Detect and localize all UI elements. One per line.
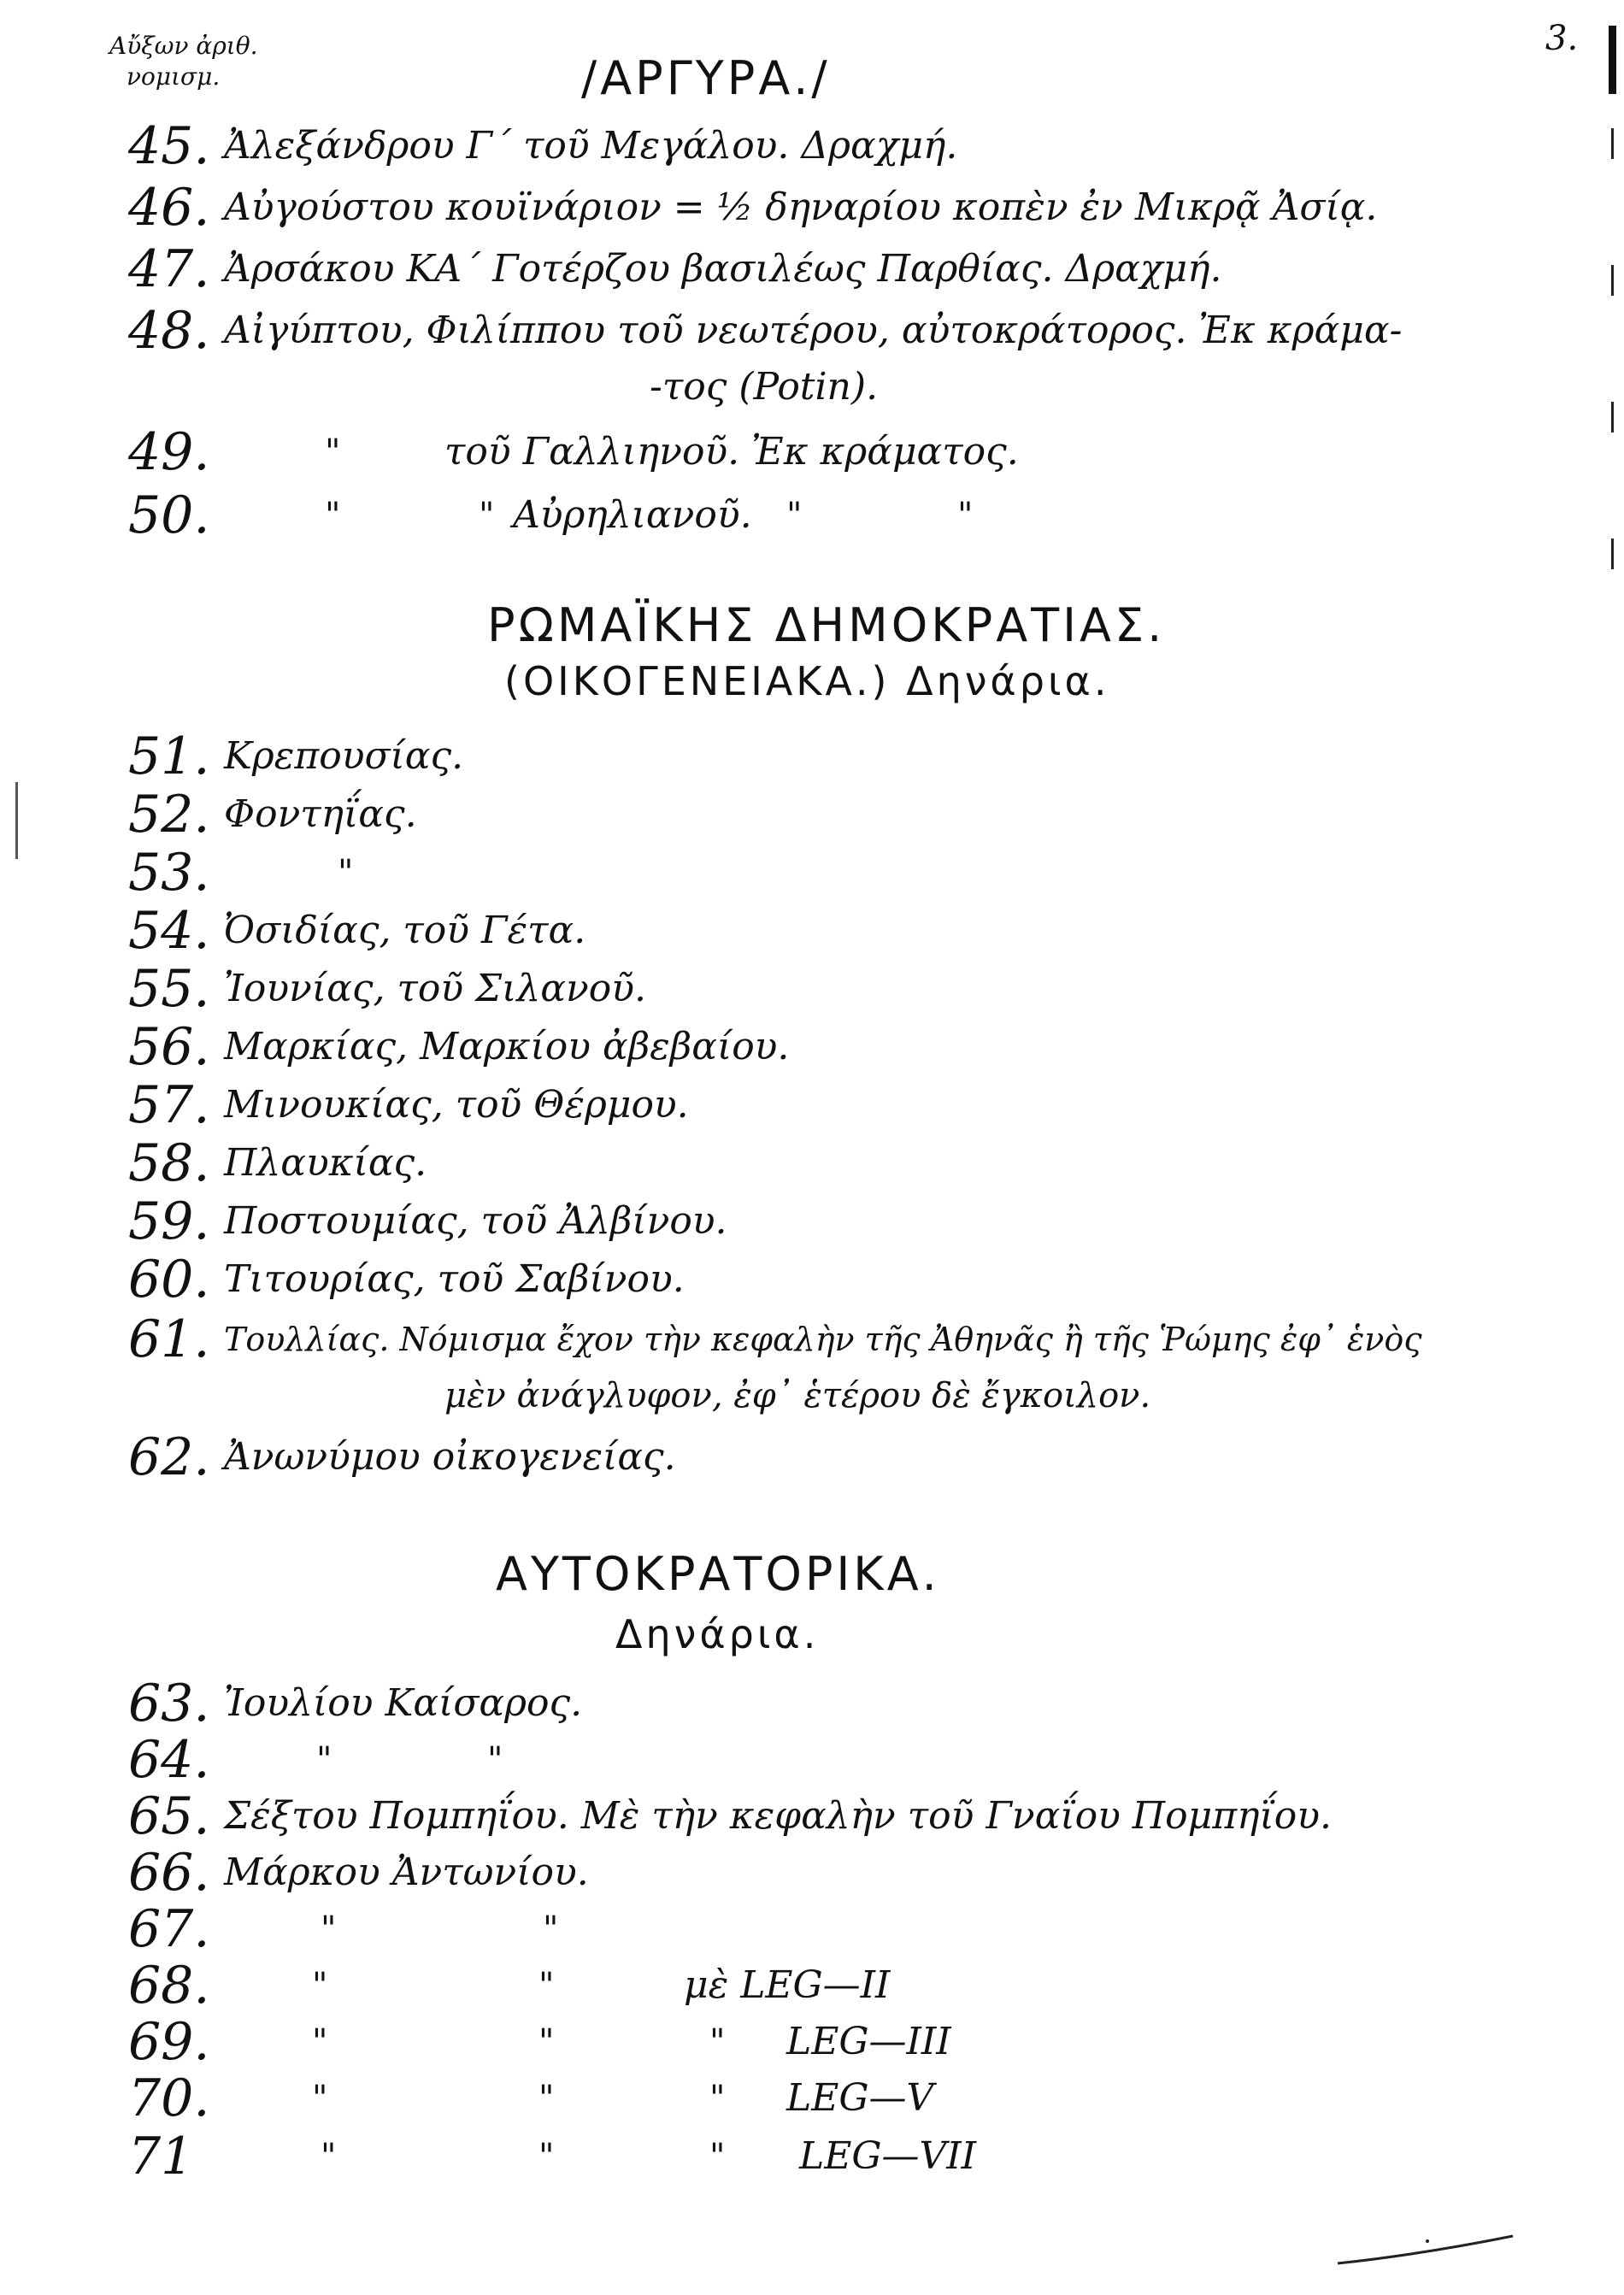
entry-text: Αὐγούστου κουϊνάριον = ½ δηναρίου κοπὲν ἐν Μικρᾷ Ἀσίᾳ. [224,185,1378,229]
page-edge-bar [1609,26,1616,94]
entry-text: Ἀρσάκου ΚΑ΄ Γοτέρζου βασιλέως Παρθίας. Δραχμή. [224,247,1222,291]
entry-number: 56. [128,1017,210,1077]
entry-row-51 [0,728,1624,785]
entry-row-68 [0,1957,1624,2014]
entry-text: μὲ LEG—II [684,1963,891,2007]
entry-row-63 [0,1675,1624,1732]
entry-number: 48. [128,301,210,361]
entry-text: Μινουκίας, τοῦ Θέρμου. [224,1083,689,1127]
ditto-mark: " [312,2022,328,2062]
entry-row-55 [0,961,1624,1017]
section-subtitle-imperial: Δηνάρια. [615,1611,820,1657]
entry-text: Ὀσιδίας, τοῦ Γέτα. [224,909,586,952]
ditto-mark: " [957,496,974,535]
entry-row-46 [0,179,1624,236]
entry-row-67 [0,1901,1624,1957]
column-header-line2: νομισμ. [127,62,221,91]
entry-text: Ἀνωνύμου οἰκογενείας. [224,1435,676,1479]
ditto-mark: " [709,2022,726,2062]
entry-number: 65. [128,1786,210,1846]
entry-text: Μάρκου Ἀντωνίου. [224,1851,589,1894]
entry-text: LEG—VII [799,2134,977,2178]
entry-text: LEG—V [786,2076,934,2120]
entry-row-49 [0,424,1624,480]
entry-row-48 [0,303,1624,359]
pen-stroke-mark [1333,2229,1521,2280]
entry-number: 71 [128,2127,194,2186]
entry-row-70 [0,2070,1624,2127]
ditto-mark: " [312,1966,328,2005]
entry-number: 52. [128,785,210,844]
entry-number: 62. [128,1427,210,1487]
entry-text: Ἰουνίας, τοῦ Σιλανοῦ. [224,967,646,1010]
ditto-mark: " [479,496,495,535]
entry-number: 54. [128,901,210,961]
entry-text: Αὐρηλιανοῦ. [513,493,752,537]
entry-text: Σέξτου Πομπηΐου. Μὲ τὴν κεφαλὴν τοῦ Γναΐου Πομπηΐου. [224,1794,1333,1838]
entry-row-47 [0,241,1624,297]
entry-continuation: μὲν ἀνάγλυφον, ἐφ᾽ ἑτέρου δὲ ἔγκοιλον. [444,1376,1151,1415]
entry-row-57 [0,1077,1624,1133]
section-title-roman-republic: ΡΩΜΑΪΚΗΣ ΔΗΜΟΚΡΑΤΙΑΣ. [487,598,1166,652]
entry-number: 55. [128,959,210,1019]
entry-number: 67. [128,1899,210,1959]
entry-number: 57. [128,1075,210,1135]
entry-number: 68. [128,1956,210,2015]
entry-number: 50. [128,485,210,545]
entry-number: 45. [128,116,210,176]
entry-number: 61. [128,1309,210,1369]
column-header-line1: Αὔξων ἀριθ. [109,32,258,60]
entry-number: 70. [128,2068,210,2128]
entry-row-56 [0,1019,1624,1075]
entry-continuation: -τος (Potin). [650,365,879,409]
entry-row-54 [0,903,1624,959]
entry-number: 49. [128,422,210,482]
entry-row-71 [0,2128,1624,2185]
entry-number: 60. [128,1250,210,1309]
section-title-argyra: /ΑΡΓΥΡΑ./ [581,51,831,105]
entry-row-64 [0,1732,1624,1788]
entry-text: Τουλλίας. Νόμισμα ἔχον τὴν κεφαλὴν τῆς Ἀθηνᾶς ἢ τῆς Ῥώμης ἐφ᾽ ἑνὸς [224,1321,1422,1358]
ditto-mark: " [338,853,354,892]
entry-number: 64. [128,1730,210,1790]
entry-row-50 [0,487,1624,544]
entry-text: Κρεπουσίας. [224,734,464,778]
entry-text: Πλαυκίας. [224,1141,427,1185]
entry-number: 59. [128,1192,210,1251]
ditto-mark: " [321,1910,337,1949]
entry-row-65 [0,1788,1624,1845]
entry-text: Φοντηΐας. [224,792,417,836]
section-subtitle-roman-republic: (ΟΙΚΟΓΕΝΕΙΑΚΑ.) Δηνάρια. [504,658,1110,704]
entry-row-61 [0,1311,1624,1368]
entry-text: LEG—III [786,2020,951,2063]
page-number: 3. [1545,19,1579,58]
entry-row-45 [0,118,1624,174]
entry-text: Ποστουμίας, τοῦ Ἀλβίνου. [224,1199,727,1243]
entry-text: Μαρκίας, Μαρκίου ἀβεβαίου. [224,1025,790,1068]
ditto-mark: " [487,1740,503,1780]
ditto-mark: " [709,2079,726,2118]
section-title-imperial: ΑΥΤΟΚΡΑΤΟΡΙΚΑ. [496,1547,940,1601]
ditto-mark: " [786,496,803,535]
ditto-mark: " [325,496,341,535]
entry-number: 46. [128,178,210,238]
entry-number: 51. [128,727,210,786]
ditto-mark: " [538,1966,555,2005]
ditto-mark: " [325,433,341,472]
entry-text: Αἰγύπτου, Φιλίππου τοῦ νεωτέρου, αὐτοκράτορος. Ἐκ κράμα- [224,309,1403,352]
column-header-note [109,31,258,92]
ditto-mark: " [321,2137,337,2176]
entry-row-62 [0,1429,1624,1486]
ditto-mark: " [538,2137,555,2176]
entry-text: τοῦ Γαλλιηνοῦ. Ἐκ κράματος. [444,430,1019,474]
ditto-mark: " [709,2137,726,2176]
entry-text: Ἀλεξάνδρου Γ΄ τοῦ Μεγάλου. Δραχμή. [224,124,958,168]
entry-number: 58. [128,1133,210,1193]
entry-number: 63. [128,1674,210,1733]
entry-number: 47. [128,239,210,299]
entry-row-60 [0,1251,1624,1308]
entry-text: Ἰουλίου Καίσαρος. [224,1681,583,1725]
entry-row-53 [0,844,1624,901]
entry-row-52 [0,786,1624,843]
entry-number: 53. [128,843,210,903]
entry-number: 69. [128,2012,210,2072]
entry-text: Τιτουρίας, τοῦ Σαβίνου. [224,1257,685,1301]
entry-number: 66. [128,1843,210,1903]
entry-row-59 [0,1193,1624,1250]
ditto-mark: " [312,2079,328,2118]
ditto-mark: " [538,2022,555,2062]
entry-row-69 [0,2014,1624,2070]
ditto-mark: " [316,1740,332,1780]
ditto-mark: " [543,1910,559,1949]
entry-row-58 [0,1135,1624,1192]
entry-row-66 [0,1845,1624,1901]
ditto-mark: " [538,2079,555,2118]
